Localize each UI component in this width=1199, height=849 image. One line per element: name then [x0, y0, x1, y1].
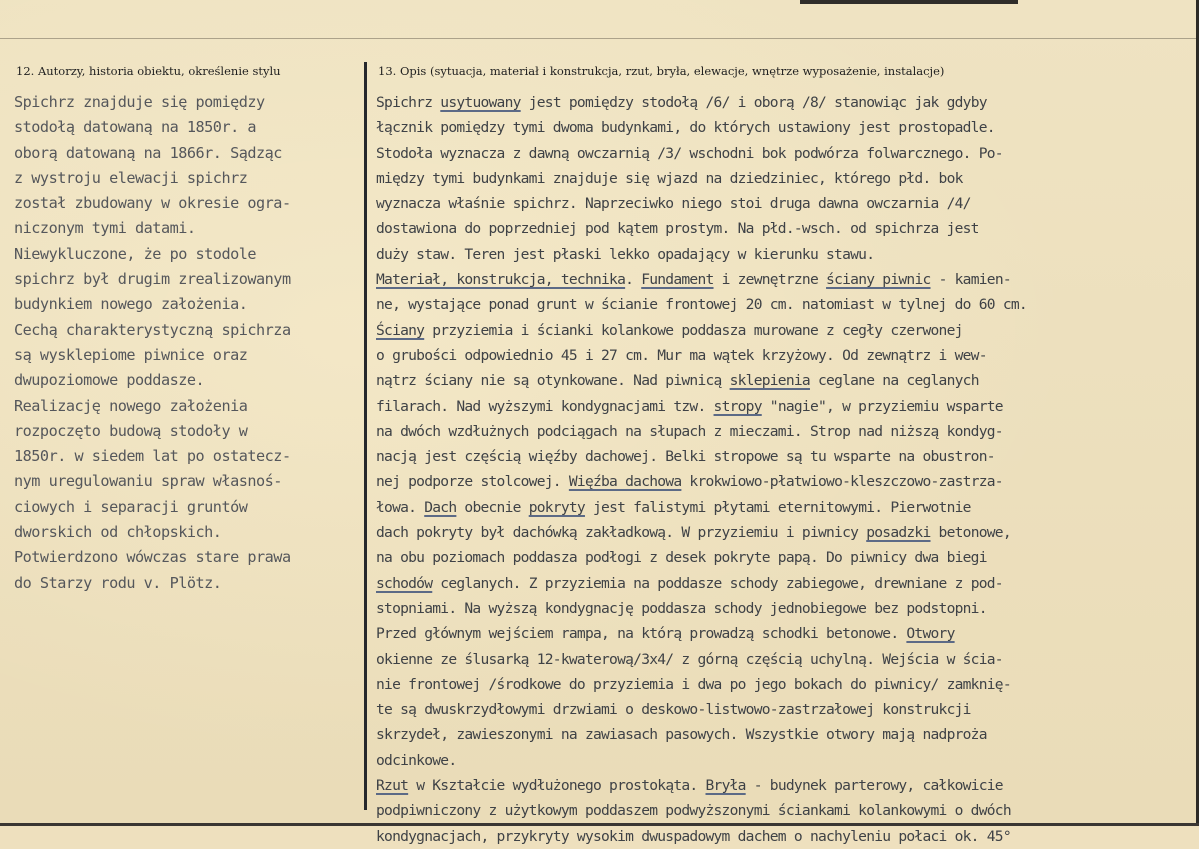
- section-13-line: [376, 419, 1176, 444]
- section-13-line: [376, 115, 1176, 140]
- section-12-line: Niewykluczone, że po stodole: [14, 244, 257, 263]
- underlined-term: usytuowany: [440, 94, 521, 111]
- underlined-term: schodów: [376, 574, 433, 592]
- text-run: podpiwniczony z użytkowym poddaszem podwyższonymi ściankami kolankowymi o dwóch: [376, 802, 1011, 820]
- underlined-term: Bryła: [705, 777, 746, 795]
- section-13-line: [376, 368, 1176, 393]
- section-13-line: [376, 545, 1176, 570]
- underlined-term: Materiał, konstrukcja, technika: [376, 271, 626, 289]
- text-run: ceglane na ceglanych: [809, 372, 979, 390]
- text-run: "nagie", w przyziemiu wsparte: [761, 397, 1003, 415]
- section-13-line: [376, 318, 1176, 343]
- section-12-text: [14, 90, 354, 596]
- section-13-line: [376, 292, 1176, 317]
- text-run: ne, wystające ponad grunt w ścianie frontowej 20 cm. natomiast w tylnej do 60 cm.: [376, 296, 1027, 314]
- underlined-term: stropy: [713, 397, 762, 415]
- text-run: łowa.: [376, 498, 425, 516]
- section-12-line: są wysklepiome piwnice oraz: [14, 345, 248, 364]
- section-12-line: oborą datowaną na 1866r. Sądząc: [14, 143, 282, 162]
- section-13-line: [376, 697, 1176, 722]
- underlined-term: Fundament: [641, 271, 714, 289]
- text-run: nie frontowej /środkowe do przyziemia i dwa po jego bokach do piwnicy/ zamknię-: [376, 675, 1011, 693]
- section-12-line: dwupoziomowe poddasze.: [14, 371, 205, 390]
- section-13-line: [376, 647, 1176, 672]
- section-13-line: [376, 469, 1176, 494]
- text-run: jest falistymi płytami eternitowymi. Pierwotnie: [584, 498, 971, 516]
- text-run: między tymi budynkami znajduje się wjazd na dziedziniec, którego płd. bok: [376, 169, 963, 187]
- text-run: na obu poziomach poddasza podłogi z desek pokryte papą. Do piwnicy dwa biegi: [376, 549, 987, 567]
- underlined-term: pokryty: [528, 498, 585, 516]
- text-run: nacją jest częścią więźby dachowej. Belki stropowe są tu wsparte na obustron-: [376, 448, 995, 466]
- section-12-line: nym uregulowaniu spraw własnoś-: [14, 472, 282, 491]
- text-run: - kamien-: [930, 271, 1011, 289]
- underlined-term: Rzut: [376, 777, 409, 795]
- text-run: obecnie: [456, 498, 529, 516]
- text-run: dostawiona do poprzedniej pod kątem prostym. Na płd.-wsch. od spichrza jest: [376, 220, 979, 238]
- text-run: i zewnętrzne: [713, 271, 827, 289]
- section-13-line: [376, 672, 1176, 697]
- underlined-term: Ściany: [376, 321, 425, 339]
- text-run: łącznik pomiędzy tymi dwoma budynkami, do których ustawiony jest prostopadle.: [376, 119, 995, 137]
- section-13-line: [376, 242, 1176, 267]
- section-12-line: ciowych i separacji gruntów: [14, 497, 248, 516]
- section-13-line: [376, 394, 1176, 419]
- section-13-line: [376, 444, 1176, 469]
- text-run: w Kształcie wydłużonego prostokąta.: [408, 777, 706, 795]
- section-13-line: [376, 748, 1176, 773]
- text-run: duży staw. Teren jest płaski lekko opadający w kierunku stawu.: [376, 245, 875, 263]
- text-run: odcinkowe.: [376, 751, 457, 769]
- section-13-line: [376, 722, 1176, 747]
- text-run: te są dwuskrzydłowymi drzwiami o deskowo-listwowo-zastrzałowej konstrukcji: [376, 701, 971, 719]
- top-rule: [0, 38, 1199, 39]
- underlined-term: posadzki: [866, 524, 931, 542]
- text-run: jest pomiędzy stodołą /6/ i oborą /8/ stanowiąc jak gdyby: [520, 94, 987, 111]
- section-13-line: [376, 520, 1176, 545]
- section-13-line: [376, 141, 1176, 166]
- section-12-heading: 12. Autorzy, historia obiektu, określenie stylu: [16, 64, 281, 78]
- section-12-line: stodołą datowaną na 1850r. a: [14, 118, 257, 137]
- text-run: nej podporze stolcowej.: [376, 473, 569, 491]
- section-12-line: rozpoczęto budową stodoły w: [14, 421, 248, 440]
- section-12-line: Spichrz znajduje się pomiędzy: [14, 93, 265, 111]
- text-run: Stodoła wyznacza z dawną owczarnią /3/ wschodni bok podwórza folwarcznego. Po-: [376, 144, 1003, 162]
- text-run: o grubości odpowiednio 45 i 27 cm. Mur ma wątek krzyżowy. Od zewnątrz i wew-: [376, 346, 987, 364]
- section-13-line: [376, 191, 1176, 216]
- text-run: Spichrz: [376, 94, 441, 111]
- text-run: ceglanych. Z przyziemia na poddasze schody zabiegowe, drewniane z pod-: [432, 574, 1003, 592]
- section-13-line: [376, 495, 1176, 520]
- section-13-line: [376, 824, 1176, 849]
- text-run: Przed głównym wejściem rampa, na którą prowadzą schodki betonowe.: [376, 625, 907, 643]
- section-12-line: Potwierdzono wówczas stare prawa: [14, 548, 291, 567]
- section-13-line: [376, 216, 1176, 241]
- section-12-line: niczonym tymi datami.: [14, 219, 196, 238]
- text-run: przyziemia i ścianki kolankowe poddasza murowane z cegły czerwonej: [424, 321, 963, 339]
- section-12-line: do Starzy rodu v. Plötz.: [14, 573, 222, 592]
- section-12-line: budynkiem nowego założenia.: [14, 295, 248, 314]
- text-run: na dwóch wzdłużnych podciągach na słupach z mieczami. Strop nad niższą kondyg-: [376, 422, 1003, 440]
- text-run: wyznacza właśnie spichrz. Naprzeciwko niego stoi druga dawna owczarnia /4/: [376, 195, 971, 213]
- text-run: nątrz ściany nie są otynkowane. Nad piwnicą: [376, 372, 730, 390]
- section-13-line: [376, 621, 1176, 646]
- section-13-line: [376, 596, 1176, 621]
- text-run: betonowe,: [930, 524, 1011, 542]
- section-12-line: dworskich od chłopskich.: [14, 523, 222, 542]
- text-run: .: [625, 271, 642, 289]
- text-run: filarach. Nad wyższymi kondygnacjami tzw.: [376, 397, 714, 415]
- section-13-line: [376, 166, 1176, 191]
- section-12-line: spichrz był drugim zrealizowanym: [14, 270, 291, 289]
- column-divider: [364, 62, 367, 810]
- section-13-line: [376, 343, 1176, 368]
- section-12-line: z wystroju elewacji spichrz: [14, 168, 248, 187]
- text-run: krokwiowo-płatwiowo-kleszczowo-zastrza-: [681, 473, 1003, 491]
- underlined-term: Dach: [424, 498, 457, 516]
- section-13-line: [376, 571, 1176, 596]
- text-run: - budynek parterowy, całkowicie: [745, 777, 1003, 795]
- text-run: stopniami. Na wyższą kondygnację poddasza schody jednobiegowe bez podstopni.: [376, 599, 987, 617]
- section-12-line: Realizację nowego założenia: [14, 396, 248, 415]
- section-13-line: [376, 798, 1176, 823]
- section-13-line: [376, 267, 1176, 292]
- section-12-line: został zbudowany w okresie ogra-: [14, 194, 291, 213]
- underlined-term: Otwory: [906, 625, 955, 643]
- text-run: okienne ze ślusarką 12-kwaterową/3x4/ z górną częścią uchylną. Wejścia w ścia-: [376, 650, 1003, 668]
- section-12-line: 1850r. w siedem lat po ostatecz-: [14, 447, 291, 466]
- text-run: dach pokryty był dachówką zakładkową. W przyziemiu i piwnicy: [376, 524, 867, 542]
- section-13-line: [376, 773, 1176, 798]
- section-13-line: [376, 90, 1176, 115]
- text-run: skrzydeł, zawieszonymi na zawiasach pasowych. Wszystkie otwory mają nadproża: [376, 726, 987, 744]
- section-12-line: Cechą charakterystyczną spichrza: [14, 320, 291, 339]
- top-edge-mark: [800, 0, 1018, 4]
- underlined-term: sklepienia: [729, 372, 810, 390]
- section-13-text: [376, 90, 1176, 849]
- text-run: kondygnacjach, przykryty wysokim dwuspadowym dachem o nachyleniu połaci ok. 45°: [376, 827, 1011, 845]
- underlined-term: ściany piwnic: [826, 271, 931, 289]
- underlined-term: Więźba dachowa: [568, 473, 682, 491]
- section-13-heading: 13. Opis (sytuacja, materiał i konstrukcja, rzut, bryła, elewacje, wnętrze wyposażenie, instalacje): [378, 64, 945, 78]
